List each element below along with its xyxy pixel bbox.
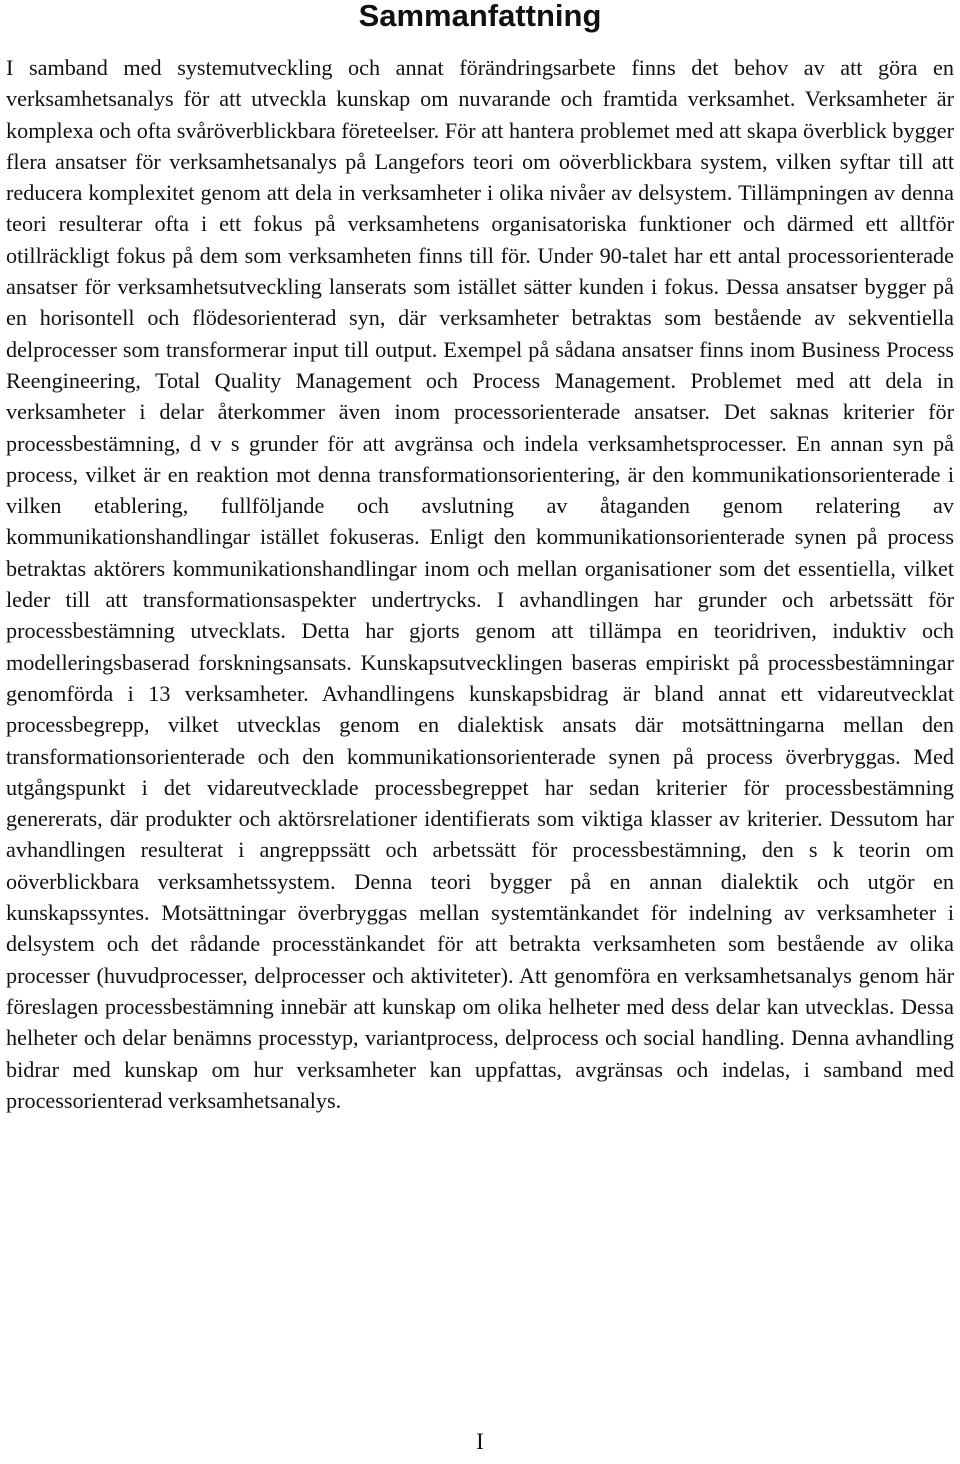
page-title: Sammanfattning bbox=[358, 0, 602, 33]
page-number: I bbox=[476, 1429, 484, 1454]
summary-paragraph: I samband med systemutveckling och annat förändringsarbete finns det behov av att göra en verksamhetsanalys för att utveckla kunskap om nuvarande och framtida verksamhet. Verksamheter är komplexa och ofta svåröverblickbara företeelser. För att hantera problemet med att skapa överblick bygger flera ansatser för verksamhetsanalys på Langefors teori om oöverblickbara system, vilken syftar till att reducera komplexitet genom att dela in verksamheter i olika nivåer av delsystem. Tillämpningen av denna teori resulterar ofta i ett fokus på verksamhetens organisatoriska funktioner och därmed ett alltför otillräckligt fokus på dem som verksamheten finns till för. Under 90-talet har ett antal processorienterade ansatser för verksamhetsutveckling lanserats som istället sätter kunden i fokus. Dessa ansatser bygger på en horisontell och flödesorienterad syn, där verksamheter betraktas som bestående av sekventiella delprocesser som transformerar input till output. Exempel på sådana ansatser finns inom Business Process Reengineering, Total Quality Management och Process Management. Problemet med att dela in verksamheter i delar återkommer även inom processorienterade ansatser. Det saknas kriterier för processbestämning, d v s grunder för att avgränsa och indela verksamhetsprocesser. En annan syn på process, vilket är en reaktion mot denna transformationsorientering, är den kommunikationsorienterade i vilken etablering, fullföljande och avslutning av åtaganden genom relatering av kommunikationshandlingar istället fokuseras. Enligt den kommunikationsorienterade synen på process betraktas aktörers kommunikationshandlingar inom och mellan organisationer som det essentiella, vilket leder till att transformationsaspekter undertrycks. I avhandlingen har grunder och arbetssätt för processbestämning utvecklats. Detta har gjorts genom att tillämpa en teoridriven, induktiv och modelleringsbaserad forskningsansats. Kunskapsutvecklingen baseras empiriskt på processbestämningar genomförda i 13 verksamheter. Avhandlingens kunskapsbidrag är bland annat ett vidareutvecklat processbegrepp, vilket utvecklas genom en dialektisk ansats där motsättningarna mellan den transformationsorienterade och den kommunikationsorienterade synen på process överbryggas. Med utgångspunkt i det vidareutvecklade processbegreppet har sedan kriterier för processbestämning genererats, där produkter och aktörsrelationer identifierats som viktiga klasser av kriterier. Dessutom har avhandlingen resulterat i angreppssätt och arbetssätt för processbestämning, den s k teorin om oöverblickbara verksamhetssystem. Denna teori bygger på en annan dialektik och utgör en kunskapssyntes. Motsättningar överbryggas mellan systemtänkandet för indelning av verksamheter i delsystem och det rådande processtänkandet för att betrakta verksamheten som bestående av olika processer (huvudprocesser, delprocesser och aktiviteter). Att genomföra en verksamhetsanalys genom här föreslagen processbestämning innebär att kunskap om olika helheter med dess delar kan utvecklas. Dessa helheter och delar benämns processtyp, variantprocess, delprocess och social handling. Denna avhandling bidrar med kunskap om hur verksamheter kan uppfattas, avgränsas och indelas, i samband med processorienterad verksamhetsanalys. bbox=[6, 55, 954, 1113]
